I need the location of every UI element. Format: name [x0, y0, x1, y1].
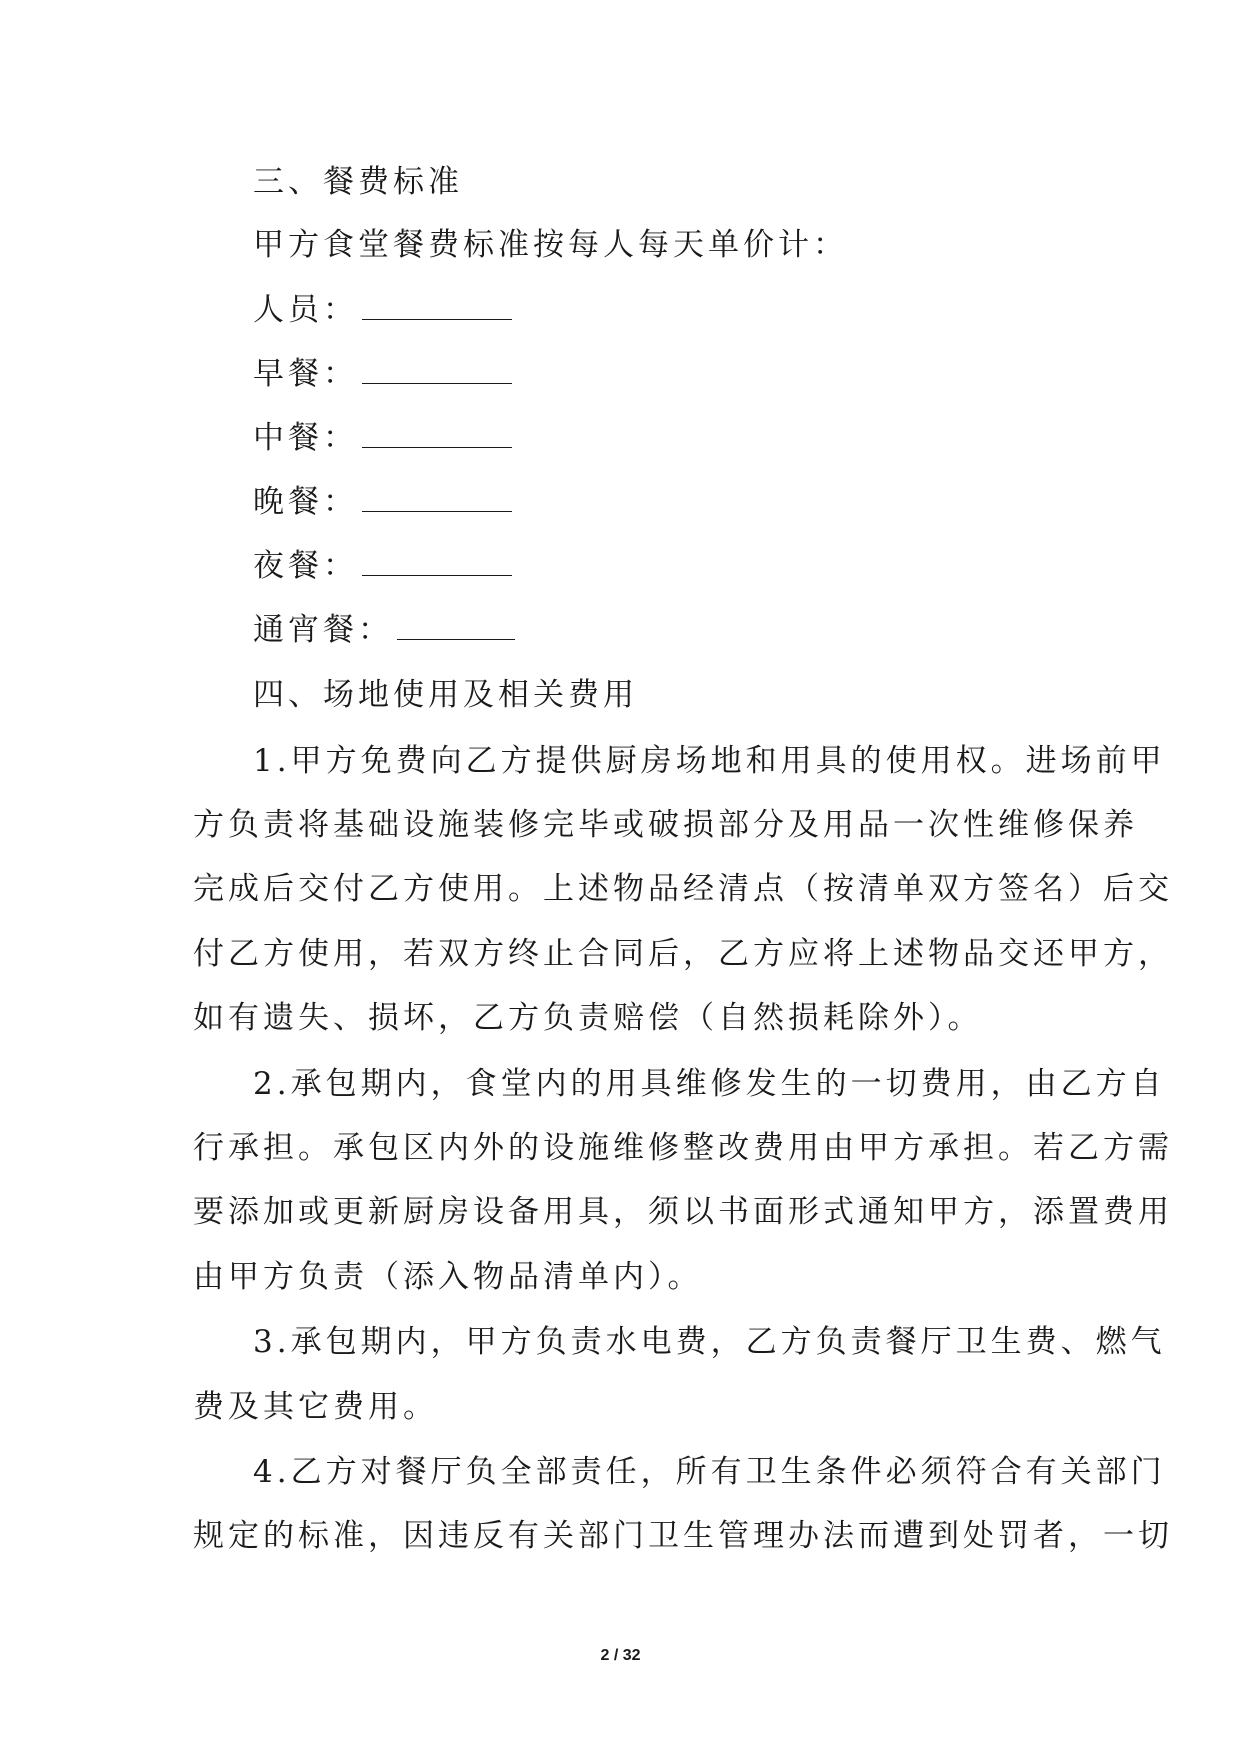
- fill-blank: [362, 361, 512, 384]
- field-staff: [253, 290, 512, 330]
- field-label: 晚餐：: [253, 484, 358, 520]
- field-breakfast: [253, 354, 512, 394]
- field-label: 夜餐：: [253, 548, 358, 584]
- paragraph-line: 要添加或更新厨房设备用具，须以书面形式通知甲方，添置费用: [193, 1194, 1173, 1230]
- field-label: 人员：: [253, 292, 358, 328]
- fill-blank: [362, 425, 512, 448]
- field-night-meal: [253, 546, 512, 586]
- field-label: 早餐：: [253, 356, 358, 392]
- field-overnight-meal: [253, 610, 515, 650]
- paragraph-line: 由甲方负责（添入物品清单内）。: [193, 1259, 703, 1295]
- section3-heading: 三、餐费标准: [253, 164, 463, 200]
- field-label: 中餐：: [253, 420, 358, 456]
- paragraph-line: 完成后交付乙方使用。上述物品经清点（按清单双方签名）后交: [193, 871, 1173, 907]
- fill-blank: [397, 617, 515, 640]
- section4-heading: 四、场地使用及相关费用: [253, 677, 638, 713]
- field-lunch: [253, 418, 512, 458]
- fill-blank: [362, 489, 512, 512]
- field-label: 通宵餐：: [253, 612, 393, 648]
- paragraph-line: 方负责将基础设施装修完毕或破损部分及用品一次性维修保养: [193, 807, 1138, 843]
- field-dinner: [253, 482, 512, 522]
- fill-blank: [362, 297, 512, 320]
- paragraph-line: 4.乙方对餐厅负全部责任，所有卫生条件必须符合有关部门: [253, 1454, 1166, 1490]
- paragraph-line: 规定的标准，因违反有关部门卫生管理办法而遭到处罚者，一切: [193, 1518, 1173, 1554]
- page-number: 2 / 32: [600, 1647, 641, 1664]
- paragraph-line: 2.承包期内，食堂内的用具维修发生的一切费用，由乙方自: [253, 1066, 1166, 1102]
- paragraph-line: 费及其它费用。: [193, 1389, 438, 1425]
- paragraph-line: 付乙方使用，若双方终止合同后，乙方应将上述物品交还甲方，: [193, 936, 1173, 972]
- section3-intro: 甲方食堂餐费标准按每人每天单价计：: [253, 227, 848, 263]
- paragraph-line: 行承担。承包区内外的设施维修整改费用由甲方承担。若乙方需: [193, 1130, 1173, 1166]
- paragraph-line: 3.承包期内，甲方负责水电费，乙方负责餐厅卫生费、燃气: [253, 1324, 1166, 1360]
- fill-blank: [362, 553, 512, 576]
- paragraph-line: 1.甲方免费向乙方提供厨房场地和用具的使用权。进场前甲: [253, 743, 1166, 779]
- paragraph-line: 如有遗失、损坏，乙方负责赔偿（自然损耗除外）。: [193, 1000, 983, 1036]
